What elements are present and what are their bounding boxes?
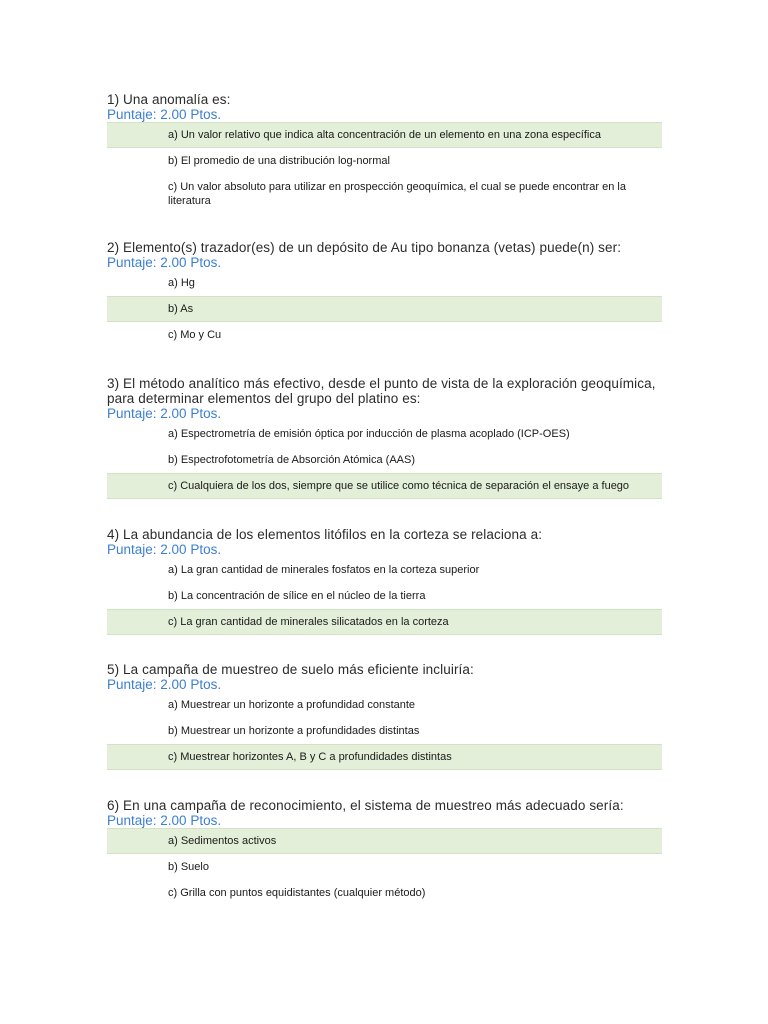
question-1 — [107, 92, 662, 214]
answer-option: b) Espectrofotometría de Absorción Atómica (AAS) — [168, 454, 416, 466]
answer-list — [107, 270, 662, 348]
answer-option-correct: a) Un valor relativo que indica alta concentración de un elemento en una zona específica — [107, 122, 662, 148]
answer-list — [107, 421, 662, 499]
answer-option: a) La gran cantidad de minerales fosfatos en la corteza superior — [168, 564, 480, 576]
question-5 — [107, 662, 662, 770]
answer-option-correct: c) Cualquiera de los dos, siempre que se utilice como técnica de separación el ensaye a fuego — [107, 473, 662, 499]
question-score: Puntaje: 2.00 Ptos. — [107, 406, 222, 421]
answer-option-correct: a) Sedimentos activos — [107, 828, 662, 854]
answer-option: b) Suelo — [168, 861, 209, 873]
answer-option-correct: c) Muestrear horizontes A, B y C a profundidades distintas — [107, 744, 662, 770]
answer-option: a) Muestrear un horizonte a profundidad constante — [168, 699, 416, 711]
question-2 — [107, 240, 662, 348]
answer-option-correct: c) La gran cantidad de minerales silicatados en la corteza — [107, 609, 662, 635]
answer-option: a) Hg — [168, 277, 195, 289]
question-score: Puntaje: 2.00 Ptos. — [107, 255, 222, 270]
question-score: Puntaje: 2.00 Ptos. — [107, 542, 222, 557]
answer-option: b) La concentración de sílice en el núcleo de la tierra — [168, 590, 426, 602]
answer-list — [107, 692, 662, 770]
question-4 — [107, 527, 662, 635]
answer-list — [107, 557, 662, 635]
answer-option-correct: b) As — [107, 296, 662, 322]
question-title: 3) El método analítico más efectivo, desde el punto de vista de la exploración geoquímica, para determinar elementos del grupo del platino es: — [107, 376, 656, 406]
question-score: Puntaje: 2.00 Ptos. — [107, 677, 222, 692]
question-title: 6) En una campaña de reconocimiento, el sistema de muestreo más adecuado sería: — [107, 798, 624, 813]
question-3 — [107, 376, 662, 499]
question-title: 2) Elemento(s) trazador(es) de un depósito de Au tipo bonanza (vetas) puede(n) ser: — [107, 240, 622, 255]
question-title: 4) La abundancia de los elementos litófilos en la corteza se relaciona a: — [107, 527, 543, 542]
answer-option: a) Espectrometría de emisión óptica por inducción de plasma acoplado (ICP-OES) — [168, 428, 570, 440]
question-score: Puntaje: 2.00 Ptos. — [107, 107, 222, 122]
answer-list — [107, 122, 662, 214]
answer-option: b) El promedio de una distribución log-normal — [168, 155, 390, 167]
question-title: 5) La campaña de muestreo de suelo más eficiente incluiría: — [107, 662, 474, 677]
answer-option: b) Muestrear un horizonte a profundidades distintas — [168, 725, 420, 737]
question-6 — [107, 798, 662, 906]
answer-option: c) Un valor absoluto para utilizar en prospección geoquímica, el cual se puede encontrar en la literatura — [168, 181, 626, 207]
answer-option: c) Grilla con puntos equidistantes (cualquier método) — [168, 887, 426, 899]
question-score: Puntaje: 2.00 Ptos. — [107, 813, 222, 828]
answer-option: c) Mo y Cu — [168, 329, 222, 341]
answer-list — [107, 828, 662, 906]
question-title: 1) Una anomalía es: — [107, 92, 231, 107]
